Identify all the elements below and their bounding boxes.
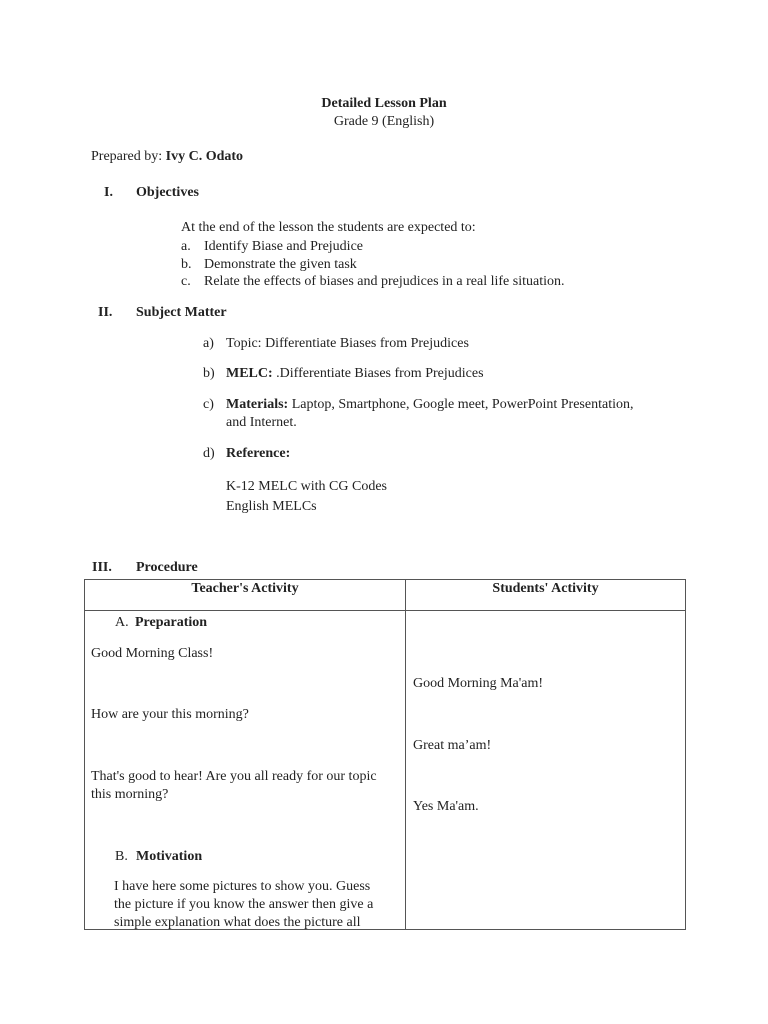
section-heading-subject-matter: Subject Matter: [136, 305, 227, 320]
teacher-line: Good Morning Class!: [91, 646, 214, 661]
materials-label: Materials:: [226, 397, 289, 412]
materials-line: [226, 396, 633, 413]
prepared-by: [91, 148, 243, 165]
section-numeral-subject-matter: II.: [98, 305, 113, 320]
objective-item-c: Relate the effects of biases and prejudices in a real life situation.: [204, 274, 565, 289]
materials-text: Laptop, Smartphone, Google meet, PowerPoint Presentation,: [288, 397, 634, 412]
section-heading-procedure: Procedure: [136, 560, 198, 575]
reference-marker: d): [203, 446, 215, 461]
page-subtitle: Grade 9 (English): [333, 114, 435, 129]
procedure-header-row: [85, 580, 686, 611]
teacher-line: this morning?: [91, 787, 169, 802]
melc-marker: b): [203, 366, 215, 381]
section-numeral-procedure: III.: [92, 560, 112, 575]
teacher-line: How are your this morning?: [91, 707, 249, 722]
materials-text-continued: and Internet.: [226, 415, 297, 430]
motivation-line: simple explanation what does the picture all: [114, 915, 361, 930]
topic-marker: a): [203, 336, 214, 351]
prepared-by-name: Ivy C. Odato: [165, 149, 244, 164]
materials-marker: c): [203, 397, 214, 412]
motivation-marker: B.: [115, 849, 128, 864]
objective-marker-c: c.: [181, 274, 191, 289]
motivation-heading: Motivation: [136, 849, 203, 864]
motivation-line: the picture if you know the answer then give a: [114, 897, 374, 912]
melc-line: [226, 365, 484, 382]
procedure-table: [84, 579, 686, 930]
prepared-by-label: Prepared by:: [91, 149, 163, 164]
melc-text: .Differentiate Biases from Prejudices: [272, 366, 484, 381]
reference-line-2: English MELCs: [226, 499, 317, 514]
student-line: Good Morning Ma'am!: [413, 676, 544, 691]
objective-marker-b: b.: [181, 257, 192, 272]
column-header-students: Students' Activity: [406, 580, 686, 611]
preparation-marker: A.: [115, 615, 129, 630]
student-line: Yes Ma'am.: [413, 799, 479, 814]
objective-item-b: Demonstrate the given task: [204, 257, 357, 272]
preparation-heading: Preparation: [135, 615, 208, 630]
student-line: Great ma’am!: [413, 738, 492, 753]
students-activity-cell: [406, 611, 686, 930]
objectives-intro: At the end of the lesson the students are expected to:: [181, 220, 476, 235]
page-title: Detailed Lesson Plan: [321, 96, 447, 111]
section-heading-objectives: Objectives: [136, 185, 199, 200]
objective-marker-a: a.: [181, 239, 191, 254]
teacher-line: That's good to hear! Are you all ready for our topic: [91, 769, 377, 784]
teacher-activity-cell: [85, 611, 406, 930]
motivation-line: I have here some pictures to show you. Guess: [114, 879, 371, 894]
column-header-teacher: Teacher's Activity: [85, 580, 406, 611]
topic-text: Topic: Differentiate Biases from Prejudices: [226, 336, 469, 351]
procedure-body-row: [85, 611, 686, 930]
section-numeral-objectives: I.: [104, 185, 113, 200]
objective-item-a: Identify Biase and Prejudice: [204, 239, 364, 254]
melc-label: MELC:: [226, 366, 273, 381]
reference-line-1: K-12 MELC with CG Codes: [226, 479, 387, 494]
reference-label: Reference:: [226, 446, 291, 461]
